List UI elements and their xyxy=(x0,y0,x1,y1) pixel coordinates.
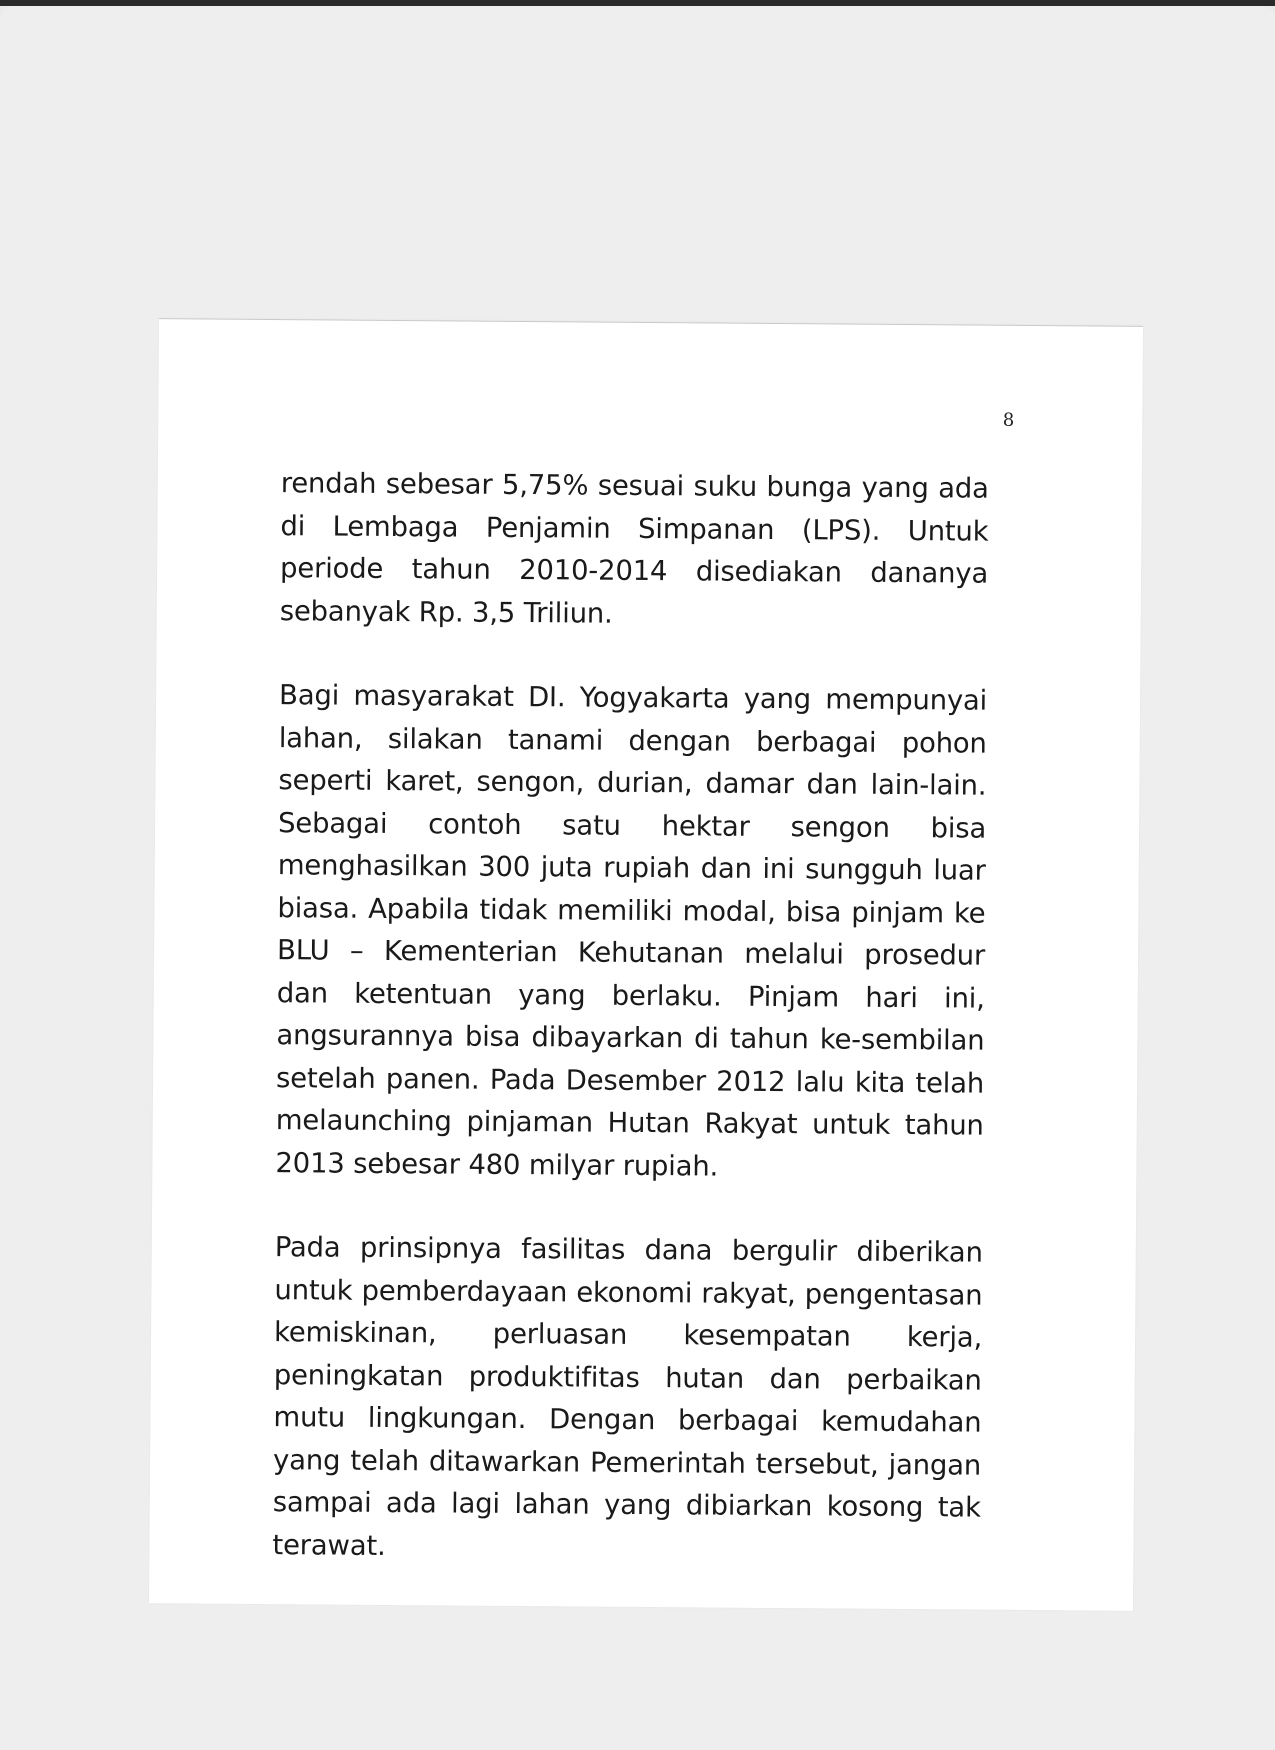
page-number: 8 xyxy=(1002,409,1015,431)
document-page xyxy=(149,318,1143,1611)
paragraph-2: Bagi masyarakat DI. Yogyakarta yang mempunyai lahan, silakan tanami dengan berbagai pohon seperti karet, sengon, durian, damar dan lain-lain. Sebagai contoh satu hektar sengon bisa menghasilkan 300 juta rupiah dan ini sungguh luar biasa. Apabila tidak memiliki modal, bisa pinjam ke BLU – Kementerian Kehutanan melalui prosedur dan ketentuan yang berlaku. Pinjam hari ini, angsurannya bisa dibayarkan di tahun ke-sembilan setelah panen. Pada Desember 2012 lalu kita telah melaunching pinjaman Hutan Rakyat untuk tahun 2013 sebesar 480 milyar rupiah. xyxy=(275,679,988,1183)
paragraph-3: Pada prinsipnya fasilitas dana bergulir diberikan untuk pemberdayaan ekonomi rakyat, pengentasan kemiskinan, perluasan kesempatan kerja, peningkatan produktifitas hutan dan perbaikan mutu lingkungan. Dengan berbagai kemudahan yang telah ditawarkan Pemerintah tersebut, jangan sampai ada lagi lahan yang dibiarkan kosong tak terawat. xyxy=(272,1231,983,1562)
document-body xyxy=(272,462,989,1572)
paragraph-1: rendah sebesar 5,75% sesuai suku bunga yang ada di Lembaga Penjamin Simpanan (LPS). Untuk periode tahun 2010-2014 disediakan dananya sebanyak Rp. 3,5 Triliun. xyxy=(279,467,989,630)
scanned-sheet xyxy=(0,6,1275,1750)
